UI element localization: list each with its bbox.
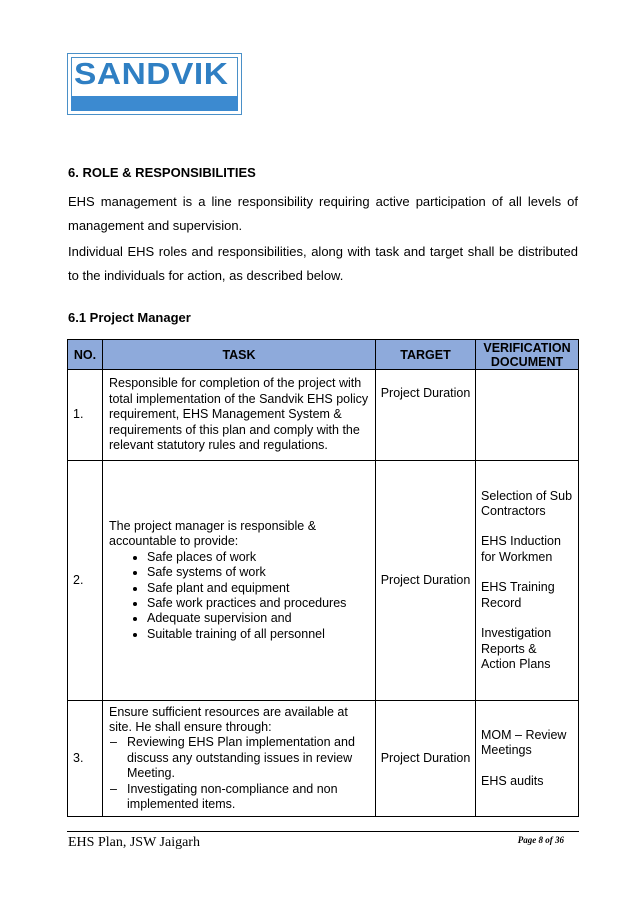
table-row	[68, 370, 579, 461]
section-paragraph-2: Individual EHS roles and responsibilities, along with task and target shall be distributed to the individuals for action, as described below.	[68, 244, 578, 283]
row-task	[103, 461, 376, 701]
section-paragraph-1: EHS management is a line responsibility requiring active participation of all levels of management and supervision.	[68, 194, 578, 233]
task-intro: The project manager is responsible & accountable to provide:	[109, 518, 317, 549]
logo-bar	[71, 96, 238, 111]
table-row	[68, 461, 579, 701]
row-task	[103, 701, 376, 817]
footer-page-number: Page 8 of 36	[517, 835, 564, 845]
table-row	[68, 701, 579, 817]
row-number: 3.	[68, 701, 103, 817]
row-verification	[476, 461, 579, 701]
list-item: • Suitable training of all personnel	[147, 627, 369, 642]
verification-item: MOM – Review Meetings	[481, 727, 567, 758]
verification-item: Selection of Sub Contractors	[481, 488, 573, 519]
header-task: TASK	[103, 340, 376, 370]
header-verification: VERIFICATION DOCUMENT	[476, 340, 579, 370]
header-target: TARGET	[376, 340, 476, 370]
list-item: • Safe work practices and procedures	[147, 596, 369, 611]
list-item: • Safe plant and equipment	[147, 581, 369, 596]
verification-item: Investigation Reports & Action Plans	[481, 626, 552, 671]
section-title: 6. ROLE & RESPONSIBILITIES	[68, 165, 256, 180]
footer-divider	[67, 831, 579, 832]
list-item: • Adequate supervision and	[147, 611, 369, 626]
sandvik-logo	[67, 53, 242, 115]
row-verification	[476, 370, 579, 461]
footer-document-title: EHS Plan, JSW Jaigarh	[68, 835, 200, 850]
row-number: 1.	[68, 370, 103, 461]
table-header-row	[68, 340, 579, 370]
list-item: – Investigating non-compliance and non implemented items.	[127, 782, 369, 813]
task-intro: Ensure sufficient resources are available at site. He shall ensure through:	[109, 704, 348, 734]
list-item: – Reviewing EHS Plan implementation and discuss any outstanding issues in review Meeting.	[127, 735, 369, 781]
task-dash-list	[109, 735, 369, 812]
list-item: • Safe places of work	[147, 550, 369, 565]
row-target: Project Duration	[376, 370, 476, 461]
logo-wordmark: SANDVIK	[74, 56, 229, 91]
row-target: Project Duration	[376, 461, 476, 701]
verification-item: EHS Training Record	[481, 580, 555, 610]
verification-item: EHS Induction for Workmen	[481, 534, 561, 564]
header-no: NO.	[68, 340, 103, 370]
responsibility-table	[67, 339, 579, 817]
row-target: Project Duration	[376, 701, 476, 817]
subsection-title: 6.1 Project Manager	[68, 310, 191, 325]
verification-item: EHS audits	[481, 773, 544, 788]
row-number: 2.	[68, 461, 103, 701]
list-item: • Safe systems of work	[147, 565, 369, 580]
task-bullet-list	[109, 550, 369, 642]
row-verification	[476, 701, 579, 817]
row-task: Responsible for completion of the project with total implementation of the Sandvik EHS policy requirement, EHS Management System & requirements of this plan and comply with the relevant statutory rules and regulations.	[103, 370, 376, 461]
